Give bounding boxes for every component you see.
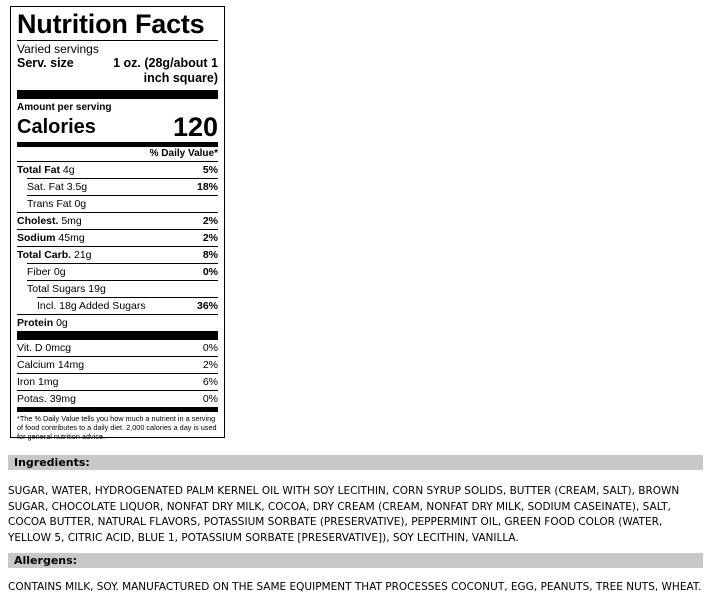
nutrient-name: Total Carb. — [17, 249, 72, 261]
nutrient-name: Sodium — [17, 232, 56, 244]
nutrient-amount: 45mg — [58, 232, 85, 244]
nutrient-dv: 5% — [202, 164, 218, 176]
vitamin-dv: 2% — [202, 359, 218, 371]
vitamin-row-iron — [17, 373, 218, 390]
vitamin-amount: 0mcg — [45, 342, 72, 354]
nutrient-row-fiber — [27, 263, 218, 280]
vitamin-row-vit-d — [17, 340, 218, 356]
nutrient-name: Total Sugars — [27, 283, 86, 295]
divider — [17, 40, 218, 41]
nutrient-name: Incl. 18g Added Sugars — [37, 300, 146, 312]
nutrient-dv: 2% — [202, 232, 218, 244]
amount-per-serving: Amount per serving — [17, 102, 112, 113]
nutrient-dv: 0% — [202, 266, 218, 278]
nutrient-dv: 2% — [202, 215, 218, 227]
allergens-heading: Allergens: — [8, 553, 703, 568]
serving-size-row — [17, 56, 218, 86]
vitamin-amount: 39mg — [49, 393, 76, 405]
thick-divider — [17, 90, 218, 99]
vitamin-amount: 14mg — [57, 359, 85, 371]
nutrient-name: Protein — [17, 317, 54, 329]
nutrient-row-sodium — [17, 229, 218, 246]
vitamin-dv: 6% — [202, 376, 218, 388]
nutrition-title: Nutrition Facts — [17, 9, 205, 39]
vitamin-name: Iron — [17, 376, 36, 388]
nutrient-row-trans-fat — [27, 195, 218, 212]
ingredients-text: SUGAR, WATER, HYDROGENATED PALM KERNEL OIL WITH SOY LECITHIN, CORN SYRUP SOLIDS, BUTTER (CREAM, SALT), BROWN SUGAR, CHOCOLATE LIQUOR, NONFAT DRY MILK, COCOA, DRY CREAM (CREAM, NONFAT DRY MILK, SODIUM CASEINATE), SALT, COCOA BUTTER, NATURAL FLAVORS, POTASSIUM SORBATE (PRESERVATIVE), PEPPERMINT OIL, GREEN FOOD COLOR (WATER, YELLOW 5, CITRIC ACID, BLUE 1, POTASSIUM SORBATE [PRESERVATIVE]), SOY LECITHIN, VANILLA. — [8, 485, 680, 544]
servings-per-container: Varied servings — [17, 42, 99, 56]
nutrient-dv: 36% — [196, 300, 218, 312]
serving-size-value: 1 oz. (28g/about 1 inch square) — [113, 56, 218, 85]
nutrient-dv: 18% — [196, 181, 218, 193]
nutrient-row-cholesterol — [17, 212, 218, 229]
nutrient-amount: 0g — [53, 266, 66, 278]
daily-value-header: % Daily Value* — [149, 148, 218, 159]
vitamin-dv: 0% — [202, 393, 218, 405]
nutrient-amount: 4g — [62, 164, 75, 176]
nutrition-facts-label — [10, 6, 225, 441]
nutrient-amount: 5mg — [61, 215, 82, 227]
calories-label: Calories — [17, 116, 96, 138]
medium-divider — [17, 407, 218, 412]
vitamin-dv: 0% — [202, 342, 218, 354]
nutrient-name: Total Fat — [17, 164, 60, 176]
vitamin-row-potassium — [17, 390, 218, 407]
nutrient-amount: 0g — [74, 198, 87, 210]
nutrient-row-protein — [17, 314, 218, 331]
vitamin-amount: 1mg — [38, 376, 59, 388]
vitamin-row-calcium — [17, 356, 218, 373]
nutrient-row-total-carb — [17, 246, 218, 263]
serving-size-label: Serv. size — [17, 56, 74, 70]
nutrient-row-added-sugars — [37, 297, 218, 314]
nutrient-dv: 8% — [202, 249, 218, 261]
calories-value: 120 — [172, 112, 218, 142]
nutrient-name: Sat. Fat — [27, 181, 64, 193]
vitamin-name: Potas. — [17, 393, 47, 405]
calories-row — [17, 114, 218, 140]
nutrient-amount: 3.5g — [66, 181, 88, 193]
nutrient-amount: 0g — [56, 317, 68, 329]
vitamin-name: Vit. D — [17, 342, 43, 354]
nutrient-name: Trans Fat — [27, 198, 72, 210]
vitamin-name: Calcium — [17, 359, 55, 371]
nutrient-name: Fiber — [27, 266, 51, 278]
nutrient-amount: 21g — [73, 249, 92, 261]
nutrient-row-sat-fat — [27, 178, 218, 195]
nutrient-name: Cholest. — [17, 215, 59, 227]
nutrient-row-total-fat — [17, 161, 218, 178]
thick-divider — [17, 331, 218, 340]
nutrient-row-total-sugars — [27, 280, 218, 297]
allergens-text: CONTAINS MILK, SOY. MANUFACTURED ON THE SAME EQUIPMENT THAT PROCESSES COCONUT, EGG, PEANUTS, TREE NUTS, WHEAT. — [8, 581, 702, 593]
daily-value-footnote: *The % Daily Value tells you how much a nutrient in a serving of food contributes to a daily diet. 2,000 calories a day is used for general nutrition advice. — [17, 414, 217, 441]
nutrient-amount: 19g — [88, 283, 106, 295]
ingredients-heading: Ingredients: — [8, 455, 703, 470]
